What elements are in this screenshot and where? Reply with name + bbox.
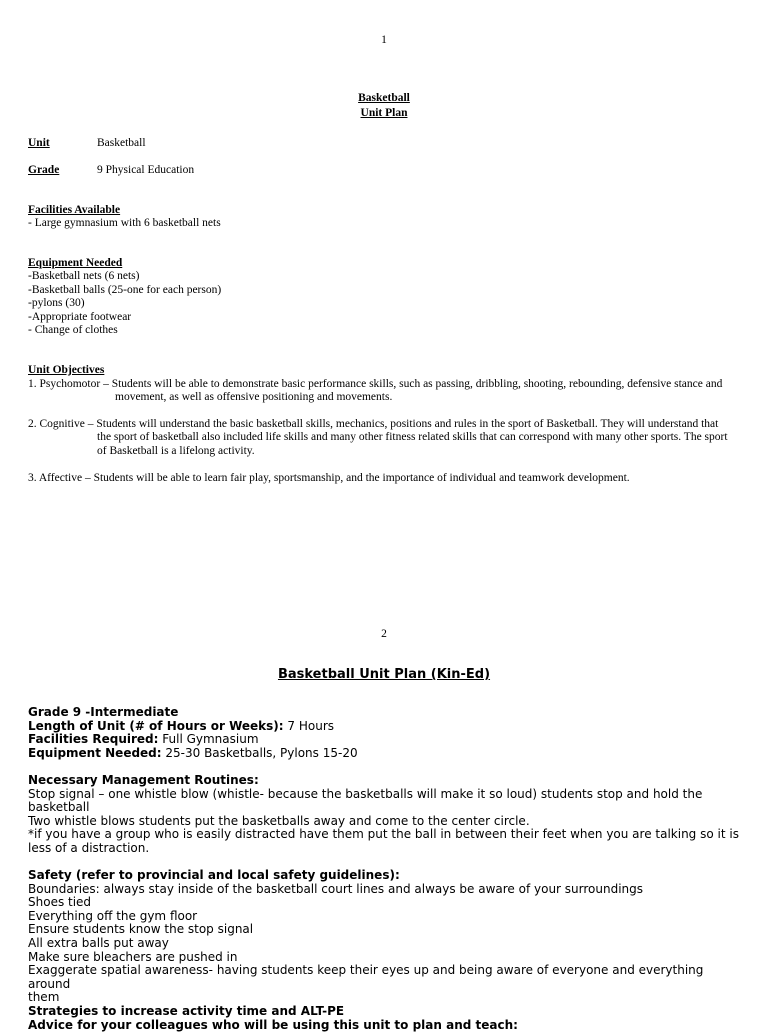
routine-line: less of a distraction.	[28, 840, 150, 855]
equipment-item: - Change of clothes	[28, 324, 118, 337]
safety-line: Ensure students know the stop signal	[28, 922, 254, 937]
equipment-section	[28, 257, 221, 337]
objective-text: 1. Psychomotor – Students will be able to demonstrate basic performance skills, such as passing, dribbling, shooting, rebounding, defensive stance and	[28, 378, 723, 390]
length-value: 7 Hours	[283, 718, 335, 733]
objectives-heading: Unit Objectives	[28, 364, 105, 376]
unit-value: Basketball	[97, 137, 146, 149]
safety-line: Make sure bleachers are pushed in	[28, 949, 238, 964]
page-number-2: 2	[381, 628, 387, 640]
unit-label: Unit	[28, 137, 50, 149]
facilities-item: - Large gymnasium with 6 basketball nets	[28, 217, 221, 230]
objective-continuation: of Basketball is a lifelong activity.	[97, 444, 255, 457]
safety-line: All extra balls put away	[28, 935, 169, 950]
objective-continuation: movement, as well as offensive positioning and movements.	[115, 391, 393, 404]
grade-line: Grade 9 -Intermediate	[28, 705, 179, 719]
objective-text: 3. Affective – Students will be able to learn fair play, sportsmanship, and the importance of individual and teamwork development.	[28, 472, 630, 484]
equipment-item: -Basketball balls (25-one for each person)	[28, 283, 222, 296]
length-label: Length of Unit (# of Hours or Weeks):	[28, 718, 284, 733]
objective-continuation: the sport of basketball also included life skills and many other fitness related skills that can correspond with many other sports. The sport	[97, 431, 728, 444]
routines-section	[28, 774, 740, 856]
facilities-label: Facilities Required:	[28, 732, 159, 747]
grade-value: 9 Physical Education	[97, 164, 195, 176]
strategies-section	[28, 1005, 740, 1032]
page-number-1: 1	[381, 34, 387, 46]
equipment-label: Equipment Needed:	[28, 745, 162, 760]
length-line	[28, 720, 740, 734]
safety-line: Everything off the gym floor	[28, 908, 198, 923]
advice-heading: Advice for your colleagues who will be using this unit to plan and teach:	[28, 1017, 518, 1032]
strategies-heading: Strategies to increase activity time and ALT-PE	[28, 1004, 345, 1018]
equipment-line	[28, 747, 740, 761]
equipment-item: -pylons (30)	[28, 297, 85, 310]
equipment-item: -Appropriate footwear	[28, 310, 132, 323]
objective-item	[28, 378, 740, 405]
grade-row	[28, 164, 194, 177]
safety-line: Shoes tied	[28, 895, 92, 910]
safety-line: Exaggerate spatial awareness- having students keep their eyes up and being aware of everyone and everything around	[28, 963, 704, 991]
routines-heading: Necessary Management Routines:	[28, 773, 259, 787]
equipment-item: -Basketball nets (6 nets)	[28, 270, 140, 283]
safety-line: them	[28, 990, 60, 1005]
equipment-heading: Equipment Needed	[28, 257, 123, 269]
safety-line: Boundaries: always stay inside of the basketball court lines and always be aware of your surroundings	[28, 881, 644, 896]
facilities-section	[28, 204, 221, 231]
doc-title-line2: Unit Plan	[360, 107, 408, 119]
safety-section	[28, 869, 740, 1005]
facilities-value: Full Gymnasium	[158, 732, 259, 747]
safety-heading: Safety (refer to provincial and local safety guidelines):	[28, 868, 400, 882]
facilities-line	[28, 733, 740, 747]
routine-line: Stop signal – one whistle blow (whistle- because the basketballs will make it so loud) students stop and hold the	[28, 786, 703, 801]
objective-text: 2. Cognitive – Students will understand the basic basketball skills, mechanics, positions and rules in the sport of Basketball. They will understand that	[28, 418, 719, 430]
routine-line: Two whistle blows students put the basketballs away and come to the center circle.	[28, 813, 530, 828]
grade-label: Grade	[28, 164, 60, 176]
facilities-heading: Facilities Available	[28, 204, 121, 216]
unit-row	[28, 137, 146, 150]
routine-line: basketball	[28, 800, 90, 815]
equipment-value: 25-30 Basketballs, Pylons 15-20	[161, 745, 358, 760]
objective-item	[28, 472, 740, 485]
unit-summary	[28, 706, 740, 760]
routine-line: *if you have a group who is easily distracted have them put the ball in between their feet when you are talking so it is	[28, 827, 739, 842]
doc-title-line1: Basketball	[358, 92, 410, 104]
objective-item	[28, 418, 740, 458]
page2-title: Basketball Unit Plan (Kin-Ed)	[277, 667, 491, 682]
